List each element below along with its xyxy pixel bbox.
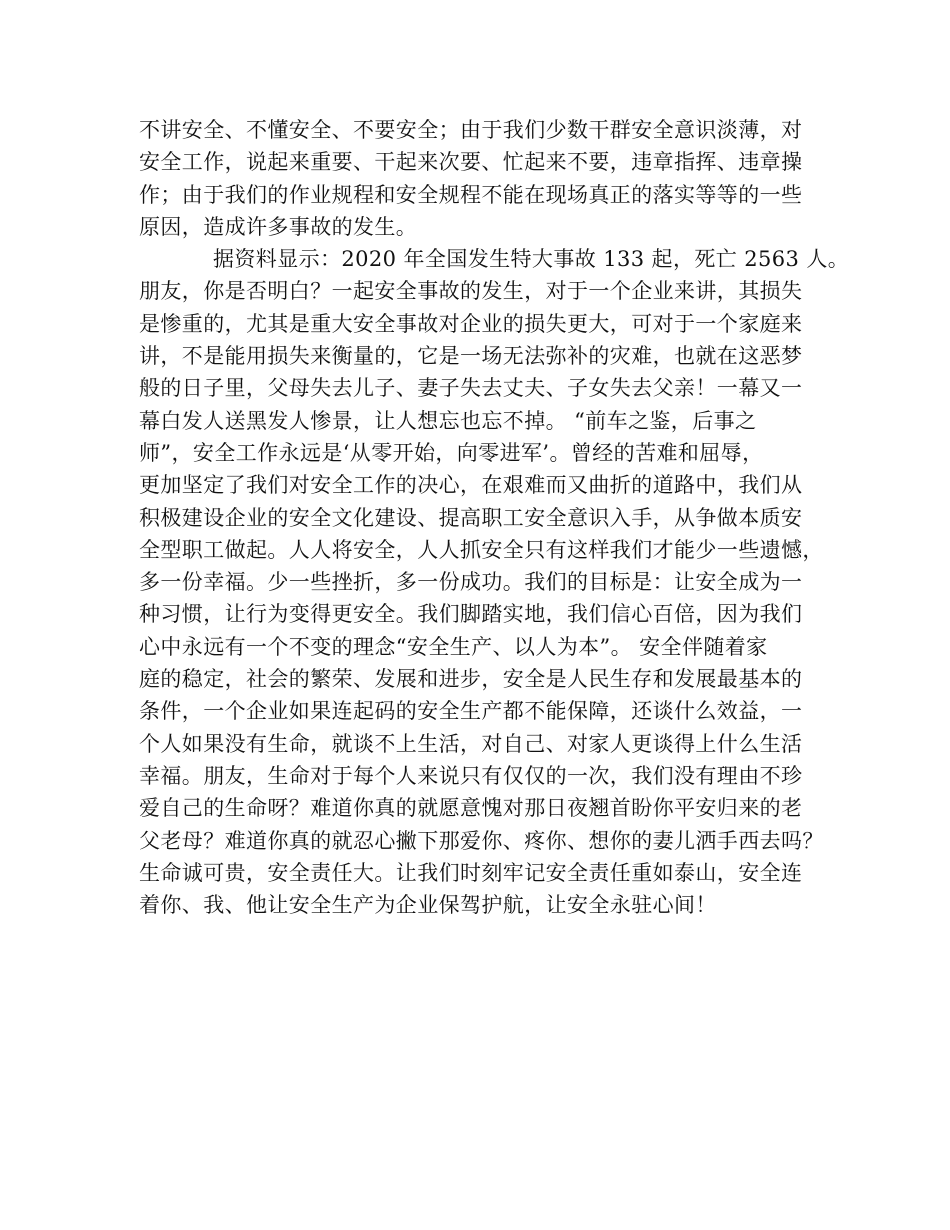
text-line: 父老母？难道你真的就忍心撇下那爱你、疼你、想你的妻儿洒手西去吗？ — [139, 828, 824, 853]
text-line: 安全工作，说起来重要、干起来次要、忙起来不要，违章指挥、违章操 — [139, 150, 803, 175]
text-line: 庭的稳定，社会的繁荣、发展和进步，安全是人民生存和发展最基本的 — [139, 667, 803, 692]
text-line: 全型职工做起。人人将安全，人人抓安全只有这样我们才能少一些遗憾， — [139, 537, 824, 562]
text-line: 种习惯，让行为变得更安全。我们脚踏实地，我们信心百倍，因为我们 — [139, 602, 803, 627]
body-text — [139, 114, 850, 921]
text-line: 原因，造成许多事故的发生。 — [139, 214, 418, 239]
text-line: 幸福。朋友，生命对于每个人来说只有仅仅的一次，我们没有理由不珍 — [139, 763, 803, 788]
text-line: 个人如果没有生命，就谈不上生活，对自己、对家人更谈得上什么生活 — [139, 731, 803, 756]
text-line: 心中永远有一个不变的理念“安全生产、以人为本”。 安全伴随着家 — [139, 634, 768, 659]
text-line: 积极建设企业的安全文化建设、提高职工安全意识入手，从争做本质安 — [139, 505, 803, 530]
text-line: 朋友，你是否明白？一起安全事故的发生，对于一个企业来讲，其损失 — [139, 279, 803, 304]
text-line: 多一份幸福。少一些挫折，多一份成功。我们的目标是：让安全成为一 — [139, 570, 803, 595]
text-line: 条件，一个企业如果连起码的安全生产都不能保障，还谈什么效益，一 — [139, 699, 803, 724]
text-line: 更加坚定了我们对安全工作的决心，在艰难而又曲折的道路中，我们从 — [139, 473, 803, 498]
text-line: 生命诚可贵，安全责任大。让我们时刻牢记安全责任重如泰山，安全连 — [139, 860, 803, 885]
paragraph-start-line: 据资料显示：2020 年全国发生特大事故 133 起，死亡 2563 人。 — [213, 247, 850, 272]
text-line: 爱自己的生命呀？难道你真的就愿意愧对那日夜翘首盼你平安归来的老 — [139, 796, 803, 821]
text-line: 师”，安全工作永远是‘从零开始，向零进军’。曾经的苦难和屈辱， — [139, 440, 764, 465]
text-line: 讲，不是能用损失来衡量的，它是一场无法弥补的灾难，也就在这恶梦 — [139, 344, 803, 369]
text-line: 作；由于我们的作业规程和安全规程不能在现场真正的落实等等的一些 — [139, 182, 803, 207]
text-line: 般的日子里，父母失去儿子、妻子失去丈夫、子女失去父亲！一幕又一 — [139, 376, 803, 401]
text-line: 是惨重的，尤其是重大安全事故对企业的损失更大，可对于一个家庭来 — [139, 311, 803, 336]
text-line: 幕白发人送黑发人惨景，让人想忘也忘不掉。 “前车之鉴，后事之 — [139, 408, 757, 433]
text-line: 着你、我、他让安全生产为企业保驾护航，让安全永驻心间！ — [139, 893, 717, 918]
text-line: 不讲安全、不懂安全、不要安全；由于我们少数干群安全意识淡薄，对 — [139, 118, 803, 142]
